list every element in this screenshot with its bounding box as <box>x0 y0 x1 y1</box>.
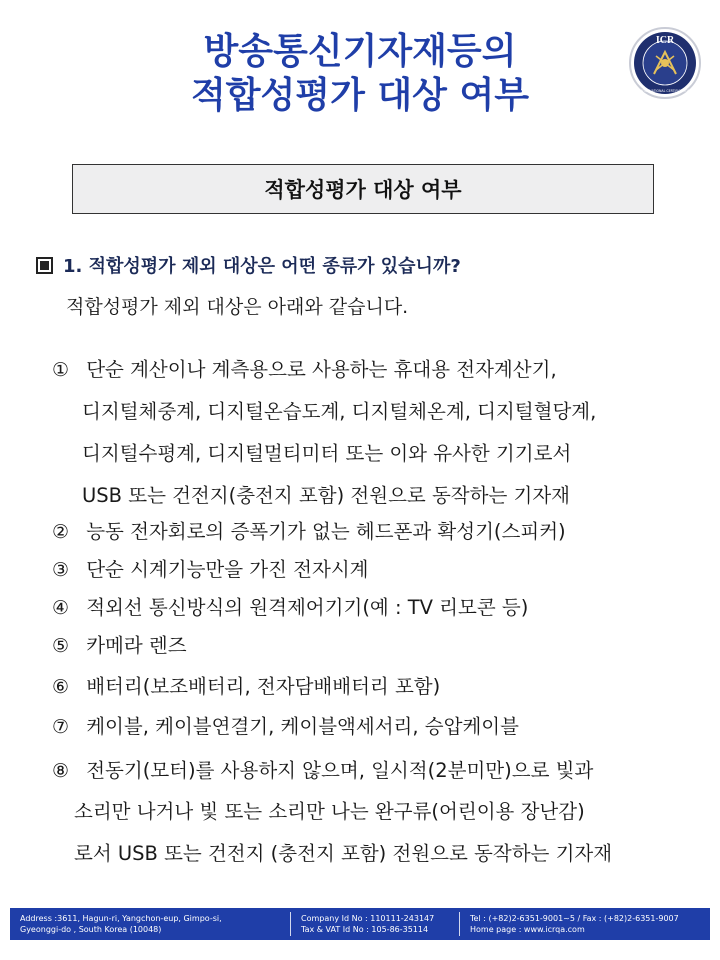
item-text: 전동기(모터)를 사용하지 않으며, 일시적(2분미만)으로 빛과 <box>86 759 594 782</box>
list-item-7 <box>52 713 519 741</box>
list-item-8-line-2: 소리만 나거나 빛 또는 소리만 나는 완구류(어린이용 장난감) <box>74 800 585 823</box>
list-item-3 <box>52 556 369 584</box>
item-number: ③ <box>52 559 70 581</box>
item-number: ⑦ <box>52 716 70 738</box>
section-heading: 적합성평가 대상 여부 <box>264 178 462 202</box>
item-text: 단순 시계기능만을 가진 전자시계 <box>86 558 369 581</box>
item-text: 능동 전자회로의 증폭기가 없는 헤드폰과 확성기(스피커) <box>86 520 566 543</box>
footer-bar <box>10 908 710 940</box>
footer-address <box>10 913 290 935</box>
footer-company-line-2: Tax & VAT Id No : 105-86-35114 <box>301 925 429 934</box>
item-number: ④ <box>52 597 70 619</box>
item-number: ⑥ <box>52 676 70 698</box>
list-item-2 <box>52 518 566 546</box>
footer-address-line-2: Gyeonggi-do , South Korea (10048) <box>20 925 162 934</box>
footer-company-line-1: Company Id No : 110111-243147 <box>301 914 435 923</box>
footer-company <box>291 913 459 935</box>
logo-text: ICR <box>655 35 675 46</box>
item-text: 적외선 통신방식의 원격제어기기(예 : TV 리모콘 등) <box>86 596 529 619</box>
question-text: 1. 적합성평가 제외 대상은 어떤 종류가 있습니까? <box>63 256 461 277</box>
item-text: 케이블, 케이블연결기, 케이블액세서리, 승압케이블 <box>86 715 519 738</box>
square-bullet-icon <box>36 257 53 274</box>
item-number: ① <box>52 359 70 381</box>
section-heading-box <box>72 164 654 214</box>
list-item-1 <box>52 356 557 384</box>
list-item-8 <box>52 757 593 785</box>
title-line-1: 방송통신기자재등의 <box>203 31 517 72</box>
item-number: ⑧ <box>52 760 70 782</box>
list-item-8-line-3: 로서 USB 또는 건전지 (충전지 포함) 전원으로 동작하는 기자재 <box>74 842 613 865</box>
item-number: ② <box>52 521 70 543</box>
list-item-1-line-3: 디지털수평계, 디지털멀티미터 또는 이와 유사한 기기로서 <box>82 442 572 465</box>
icr-seal-logo <box>628 26 702 100</box>
item-text: 배터리(보조배터리, 전자담배배터리 포함) <box>86 675 441 698</box>
item-text: 카메라 렌즈 <box>86 634 187 657</box>
question-heading <box>36 252 461 278</box>
footer-contact <box>460 913 710 935</box>
page-title <box>0 30 720 118</box>
list-item-4 <box>52 594 528 622</box>
list-item-1-line-2: 디지털체중계, 디지털온습도계, 디지털체온계, 디지털혈당계, <box>82 400 597 423</box>
list-item-6 <box>52 673 440 701</box>
list-item-1-line-4: USB 또는 건전지(충전지 포함) 전원으로 동작하는 기자재 <box>82 484 571 507</box>
intro-text: 적합성평가 제외 대상은 아래와 같습니다. <box>66 296 409 318</box>
svg-text:INTERNATIONAL CERTIFICATION: INTERNATIONAL CERTIFICATION <box>639 89 691 93</box>
item-text: 단순 계산이나 계측용으로 사용하는 휴대용 전자계산기, <box>86 358 557 381</box>
title-line-2: 적합성평가 대상 여부 <box>190 75 530 116</box>
list-item-5 <box>52 632 187 660</box>
footer-contact-line-1: Tel : (+82)2-6351-9001~5 / Fax : (+82)2-6351-9007 <box>470 914 679 923</box>
footer-divider <box>459 912 460 936</box>
footer-divider <box>290 912 291 936</box>
footer-address-line-1: Address :3611, Hagun-ri, Yangchon-eup, Gimpo-si, <box>20 914 222 923</box>
footer-contact-line-2: Home page : www.icrqa.com <box>470 925 585 934</box>
item-number: ⑤ <box>52 635 70 657</box>
